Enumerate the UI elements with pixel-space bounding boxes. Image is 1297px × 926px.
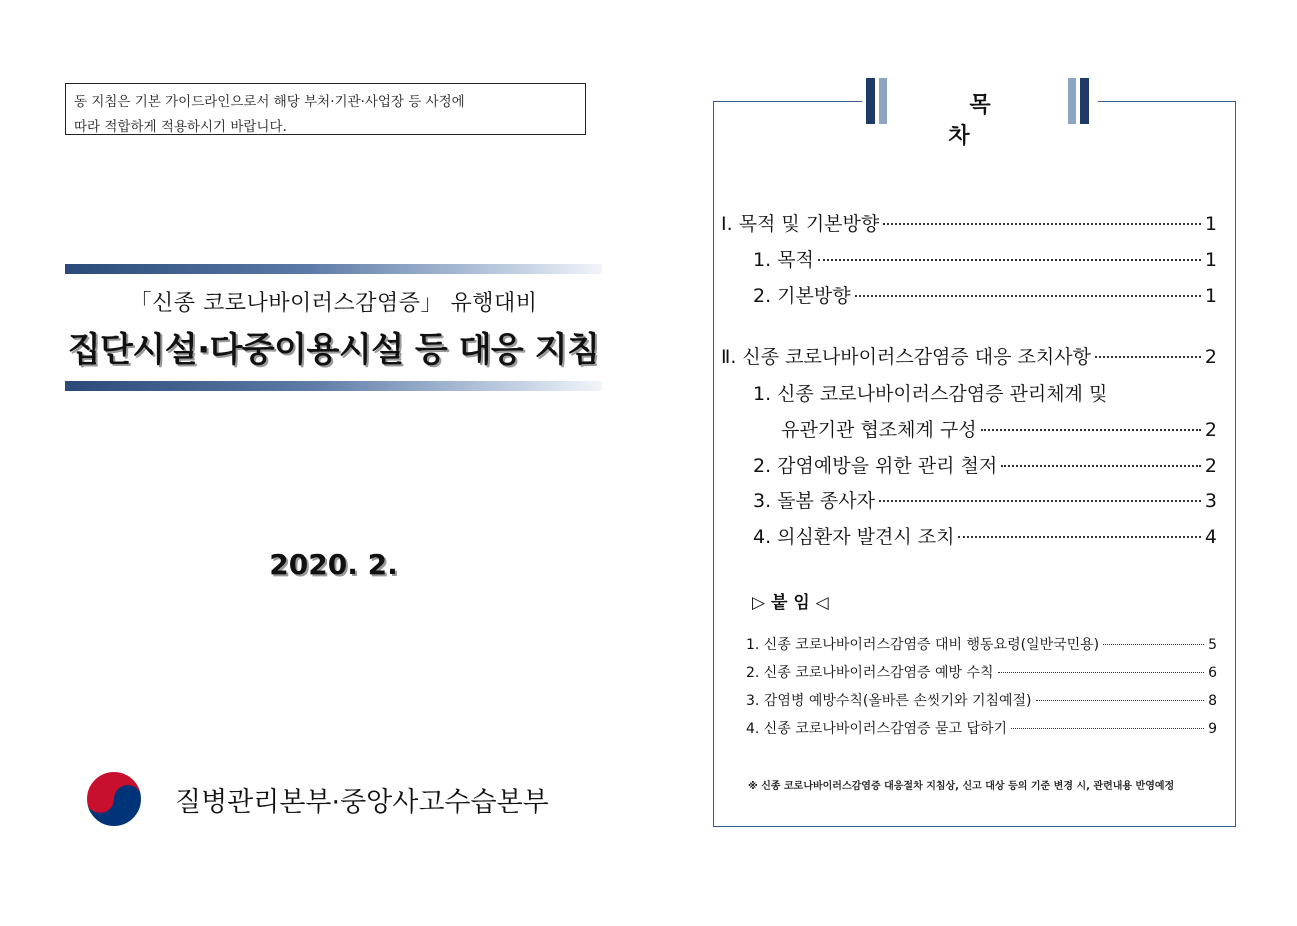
government-emblem-icon — [85, 770, 143, 828]
annex-entry-1[interactable]: 1. 신종 코로나바이러스감염증 대비 행동요령(일반국민용) 5 — [746, 637, 1217, 653]
toc-entry-1-1[interactable]: 1. 목적 1 — [753, 249, 1217, 271]
usage-notice-box — [65, 83, 586, 135]
toc-entry-2[interactable]: Ⅱ. 신종 코로나바이러스감염증 대응 조치사항 2 — [721, 346, 1217, 368]
publication-date: 2020. 2. — [269, 548, 398, 581]
cover-title: 집단시설·다중이용시설 등 대응 지침 — [67, 330, 600, 370]
annex-entry-4[interactable]: 4. 신종 코로나바이러스감염증 묻고 답하기 9 — [746, 721, 1217, 737]
header-bar-light-right — [1068, 78, 1076, 124]
toc-entry-2-1[interactable]: 유관기관 협조체계 구성 2 — [781, 419, 1217, 441]
annex-heading: ▷ 붙 임 ◁ — [752, 593, 829, 613]
title-bar-bottom — [65, 381, 602, 391]
header-bar-dark-right — [1080, 78, 1089, 124]
notice-line-2: 따라 적합하게 적용하시기 바랍니다. — [74, 119, 287, 135]
annex-entry-3[interactable]: 3. 감염병 예방수칙(올바른 손씻기와 기침예절) 8 — [746, 693, 1217, 709]
toc-entry-2-2[interactable]: 2. 감염예방을 위한 관리 철저 2 — [753, 455, 1217, 477]
toc-entry-2-1-line1[interactable]: 1. 신종 코로나바이러스감염증 관리체계 및 — [753, 383, 1108, 405]
toc-title: 목 차 — [948, 93, 1033, 149]
notice-line-1: 동 지침은 기본 가이드라인으로서 해당 부처·기관·사업장 등 사정에 — [74, 94, 465, 110]
toc-entry-1[interactable]: Ⅰ. 목적 및 기본방향 1 — [721, 213, 1217, 235]
toc-entry-1-2[interactable]: 2. 기본방향 1 — [753, 285, 1217, 307]
toc-entry-2-4[interactable]: 4. 의심환자 발견시 조치 4 — [753, 526, 1217, 548]
header-bar-dark-left — [866, 78, 875, 124]
cover-subtitle: 「신종 코로나바이러스감염증」 유행대비 — [129, 291, 538, 316]
header-bar-light-left — [879, 78, 887, 124]
title-bar-top — [65, 264, 602, 274]
toc-header — [862, 78, 1098, 149]
annex-entry-2[interactable]: 2. 신종 코로나바이러스감염증 예방 수칙 6 — [746, 665, 1217, 681]
toc-entry-2-3[interactable]: 3. 돌봄 종사자 3 — [753, 490, 1217, 512]
agency-name: 질병관리본부·중앙사고수습본부 — [175, 787, 549, 818]
toc-footnote: ※ 신종 코로나바이러스감염증 대응절차 지침상, 신고 대상 등의 기준 변경 시, 관련내용 반영예정 — [748, 781, 1175, 792]
